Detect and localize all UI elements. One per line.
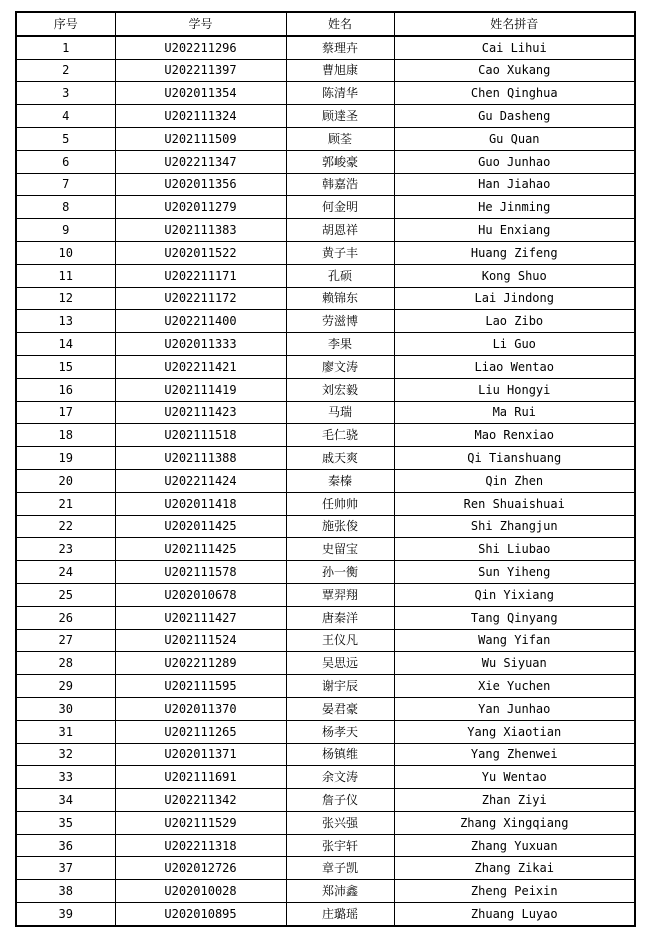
table-row: [16, 127, 635, 150]
table-row: [16, 583, 635, 606]
cell-name-pinyin: Qin Zhen: [394, 469, 635, 492]
cell-index: 10: [16, 241, 115, 264]
cell-name: 郑沛鑫: [286, 880, 394, 903]
cell-name: 劳滋博: [286, 310, 394, 333]
cell-student-id: U202111324: [115, 105, 286, 128]
cell-name-pinyin: Kong Shuo: [394, 264, 635, 287]
table-row: [16, 355, 635, 378]
cell-name-pinyin: Gu Quan: [394, 127, 635, 150]
cell-name: 施张俊: [286, 515, 394, 538]
cell-name: 庄璐瑶: [286, 903, 394, 926]
cell-name-pinyin: Yan Junhao: [394, 697, 635, 720]
cell-index: 13: [16, 310, 115, 333]
cell-index: 38: [16, 880, 115, 903]
table-row: [16, 515, 635, 538]
cell-name: 谢宇辰: [286, 675, 394, 698]
cell-index: 28: [16, 652, 115, 675]
cell-name: 陈清华: [286, 82, 394, 105]
header-name: 姓名: [286, 12, 394, 36]
cell-student-id: U202211172: [115, 287, 286, 310]
cell-student-id: U202011279: [115, 196, 286, 219]
cell-name-pinyin: Gu Dasheng: [394, 105, 635, 128]
cell-index: 23: [16, 538, 115, 561]
cell-index: 17: [16, 401, 115, 424]
cell-name-pinyin: Mao Renxiao: [394, 424, 635, 447]
table-row: [16, 447, 635, 470]
table-row: [16, 492, 635, 515]
header-student-id: 学号: [115, 12, 286, 36]
cell-name-pinyin: Ren Shuaishuai: [394, 492, 635, 515]
table-body: [16, 36, 635, 926]
cell-student-id: U202111518: [115, 424, 286, 447]
table-row: [16, 82, 635, 105]
cell-student-id: U202211421: [115, 355, 286, 378]
cell-name: 晏君豪: [286, 697, 394, 720]
cell-index: 2: [16, 59, 115, 82]
cell-name: 张宇轩: [286, 834, 394, 857]
cell-index: 35: [16, 811, 115, 834]
table-row: [16, 561, 635, 584]
cell-index: 20: [16, 469, 115, 492]
cell-student-id: U202011354: [115, 82, 286, 105]
table-row: [16, 880, 635, 903]
cell-student-id: U202011356: [115, 173, 286, 196]
cell-student-id: U202211318: [115, 834, 286, 857]
cell-index: 39: [16, 903, 115, 926]
cell-name: 黄子丰: [286, 241, 394, 264]
table-row: [16, 401, 635, 424]
table-row: [16, 675, 635, 698]
cell-student-id: U202111265: [115, 720, 286, 743]
cell-student-id: U202111423: [115, 401, 286, 424]
cell-name: 詹子仪: [286, 789, 394, 812]
cell-index: 34: [16, 789, 115, 812]
cell-name: 孙一衡: [286, 561, 394, 584]
cell-name: 廖文涛: [286, 355, 394, 378]
cell-name-pinyin: Liu Hongyi: [394, 378, 635, 401]
cell-index: 7: [16, 173, 115, 196]
cell-student-id: U202211347: [115, 150, 286, 173]
cell-student-id: U202111529: [115, 811, 286, 834]
cell-index: 11: [16, 264, 115, 287]
table-row: [16, 173, 635, 196]
cell-name: 李果: [286, 333, 394, 356]
cell-index: 1: [16, 36, 115, 59]
table-row: [16, 378, 635, 401]
cell-index: 21: [16, 492, 115, 515]
cell-name-pinyin: Ma Rui: [394, 401, 635, 424]
table-row: [16, 310, 635, 333]
cell-student-id: U202011425: [115, 515, 286, 538]
header-name-pinyin: 姓名拼音: [394, 12, 635, 36]
table-row: [16, 697, 635, 720]
cell-student-id: U202011333: [115, 333, 286, 356]
table-row: [16, 264, 635, 287]
cell-name-pinyin: Zhang Zikai: [394, 857, 635, 880]
cell-student-id: U202011371: [115, 743, 286, 766]
cell-name-pinyin: Yang Xiaotian: [394, 720, 635, 743]
cell-index: 15: [16, 355, 115, 378]
cell-name: 秦榛: [286, 469, 394, 492]
cell-index: 14: [16, 333, 115, 356]
table-row: [16, 743, 635, 766]
cell-student-id: U202211424: [115, 469, 286, 492]
cell-name-pinyin: Wu Siyuan: [394, 652, 635, 675]
cell-name: 蔡理卉: [286, 36, 394, 59]
table-row: [16, 424, 635, 447]
student-roster-table: [15, 11, 636, 927]
table-row: [16, 834, 635, 857]
cell-index: 5: [16, 127, 115, 150]
cell-student-id: U202011370: [115, 697, 286, 720]
cell-student-id: U202111691: [115, 766, 286, 789]
cell-index: 26: [16, 606, 115, 629]
cell-index: 4: [16, 105, 115, 128]
cell-index: 19: [16, 447, 115, 470]
cell-name-pinyin: Hu Enxiang: [394, 219, 635, 242]
cell-name: 何金明: [286, 196, 394, 219]
cell-index: 36: [16, 834, 115, 857]
cell-name-pinyin: Cao Xukang: [394, 59, 635, 82]
cell-index: 12: [16, 287, 115, 310]
cell-name: 刘宏毅: [286, 378, 394, 401]
cell-index: 37: [16, 857, 115, 880]
cell-student-id: U202111595: [115, 675, 286, 698]
table-row: [16, 241, 635, 264]
cell-name: 郭峻豪: [286, 150, 394, 173]
cell-name-pinyin: Han Jiahao: [394, 173, 635, 196]
cell-student-id: U202211397: [115, 59, 286, 82]
table-row: [16, 789, 635, 812]
cell-student-id: U202111578: [115, 561, 286, 584]
cell-name: 史留宝: [286, 538, 394, 561]
cell-name: 赖锦东: [286, 287, 394, 310]
cell-index: 33: [16, 766, 115, 789]
cell-name: 唐秦洋: [286, 606, 394, 629]
cell-name: 任帅帅: [286, 492, 394, 515]
cell-name: 吴思远: [286, 652, 394, 675]
cell-name: 张兴强: [286, 811, 394, 834]
table-row: [16, 903, 635, 926]
cell-student-id: U202010895: [115, 903, 286, 926]
header-row: [16, 12, 635, 36]
header-index: 序号: [16, 12, 115, 36]
table-row: [16, 287, 635, 310]
cell-name-pinyin: Zhuang Luyao: [394, 903, 635, 926]
cell-index: 24: [16, 561, 115, 584]
cell-name: 毛仁骁: [286, 424, 394, 447]
cell-name-pinyin: Zheng Peixin: [394, 880, 635, 903]
cell-name-pinyin: Xie Yuchen: [394, 675, 635, 698]
cell-student-id: U202010028: [115, 880, 286, 903]
cell-student-id: U202111509: [115, 127, 286, 150]
cell-name: 曹旭康: [286, 59, 394, 82]
cell-name-pinyin: Shi Liubao: [394, 538, 635, 561]
cell-name-pinyin: Sun Yiheng: [394, 561, 635, 584]
cell-name: 杨孝天: [286, 720, 394, 743]
table-row: [16, 333, 635, 356]
cell-student-id: U202012726: [115, 857, 286, 880]
cell-index: 18: [16, 424, 115, 447]
cell-index: 8: [16, 196, 115, 219]
cell-student-id: U202211296: [115, 36, 286, 59]
table-row: [16, 720, 635, 743]
cell-student-id: U202011522: [115, 241, 286, 264]
cell-name-pinyin: Lai Jindong: [394, 287, 635, 310]
cell-index: 30: [16, 697, 115, 720]
cell-student-id: U202211342: [115, 789, 286, 812]
table-row: [16, 219, 635, 242]
cell-student-id: U202211171: [115, 264, 286, 287]
cell-name: 马瑞: [286, 401, 394, 424]
cell-name: 章子凯: [286, 857, 394, 880]
cell-name-pinyin: Guo Junhao: [394, 150, 635, 173]
cell-name: 余文涛: [286, 766, 394, 789]
cell-name: 孔硕: [286, 264, 394, 287]
cell-name: 戚天爽: [286, 447, 394, 470]
cell-student-id: U202211289: [115, 652, 286, 675]
cell-name-pinyin: He Jinming: [394, 196, 635, 219]
cell-name-pinyin: Shi Zhangjun: [394, 515, 635, 538]
table-row: [16, 196, 635, 219]
cell-name-pinyin: Tang Qinyang: [394, 606, 635, 629]
cell-name: 胡恩祥: [286, 219, 394, 242]
cell-name: 覃羿翔: [286, 583, 394, 606]
cell-name: 顾達圣: [286, 105, 394, 128]
cell-index: 25: [16, 583, 115, 606]
cell-name: 韩嘉浩: [286, 173, 394, 196]
cell-index: 9: [16, 219, 115, 242]
cell-name: 杨镇维: [286, 743, 394, 766]
cell-index: 31: [16, 720, 115, 743]
table-row: [16, 766, 635, 789]
table-row: [16, 538, 635, 561]
table-row: [16, 652, 635, 675]
cell-index: 3: [16, 82, 115, 105]
table-row: [16, 629, 635, 652]
cell-name-pinyin: Chen Qinghua: [394, 82, 635, 105]
cell-student-id: U202010678: [115, 583, 286, 606]
cell-name-pinyin: Li Guo: [394, 333, 635, 356]
cell-index: 29: [16, 675, 115, 698]
table-row: [16, 469, 635, 492]
cell-name: 顾荃: [286, 127, 394, 150]
table-row: [16, 150, 635, 173]
cell-name-pinyin: Wang Yifan: [394, 629, 635, 652]
cell-name-pinyin: Yu Wentao: [394, 766, 635, 789]
cell-name-pinyin: Zhang Xingqiang: [394, 811, 635, 834]
table-row: [16, 606, 635, 629]
cell-student-id: U202111524: [115, 629, 286, 652]
table-row: [16, 105, 635, 128]
table-row: [16, 59, 635, 82]
table-row: [16, 857, 635, 880]
cell-name-pinyin: Zhan Ziyi: [394, 789, 635, 812]
cell-name: 王仪凡: [286, 629, 394, 652]
cell-name-pinyin: Cai Lihui: [394, 36, 635, 59]
cell-name-pinyin: Huang Zifeng: [394, 241, 635, 264]
cell-index: 32: [16, 743, 115, 766]
cell-student-id: U202111425: [115, 538, 286, 561]
cell-name-pinyin: Yang Zhenwei: [394, 743, 635, 766]
table-row: [16, 811, 635, 834]
cell-student-id: U202011418: [115, 492, 286, 515]
cell-student-id: U202111419: [115, 378, 286, 401]
cell-name-pinyin: Lao Zibo: [394, 310, 635, 333]
cell-name-pinyin: Qi Tianshuang: [394, 447, 635, 470]
cell-student-id: U202211400: [115, 310, 286, 333]
cell-name-pinyin: Liao Wentao: [394, 355, 635, 378]
cell-name-pinyin: Qin Yixiang: [394, 583, 635, 606]
cell-student-id: U202111427: [115, 606, 286, 629]
cell-index: 27: [16, 629, 115, 652]
cell-name-pinyin: Zhang Yuxuan: [394, 834, 635, 857]
table-row: [16, 36, 635, 59]
cell-student-id: U202111388: [115, 447, 286, 470]
cell-student-id: U202111383: [115, 219, 286, 242]
cell-index: 22: [16, 515, 115, 538]
cell-index: 6: [16, 150, 115, 173]
cell-index: 16: [16, 378, 115, 401]
